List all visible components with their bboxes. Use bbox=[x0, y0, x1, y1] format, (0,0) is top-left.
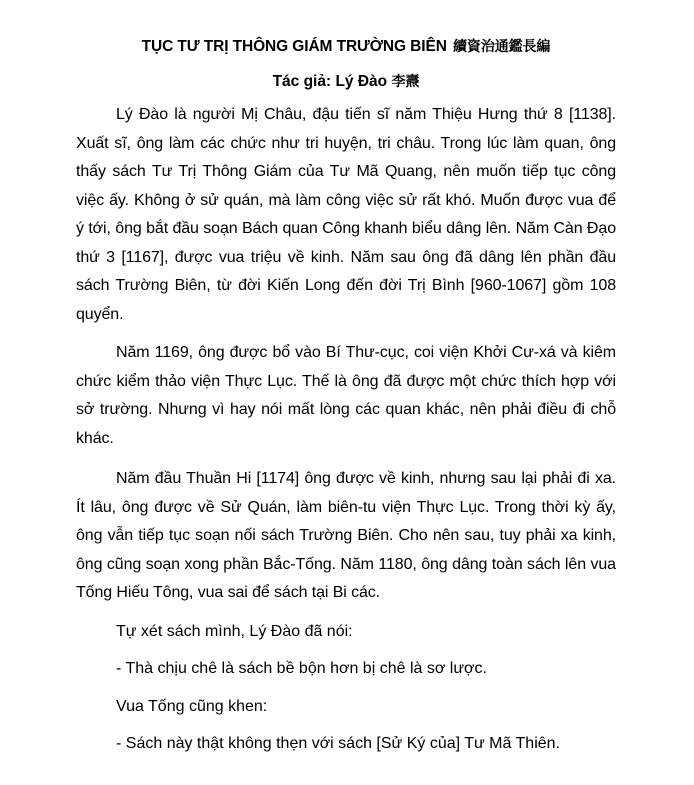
document-title bbox=[76, 36, 616, 58]
title-han-characters: 續資治通鑑長編 bbox=[453, 39, 551, 55]
paragraph-appointment: Năm 1169, ông được bổ vào Bí Thư-cục, coi viện Khởi Cư-xá và kiêm chức kiểm thảo viện Thực Lục. Thế là ông đã được một chức thích hợp với sở trường. Nhưng vì hay nói mất lòng các quan khác, nên phải điều đi chỗ khác. bbox=[76, 344, 616, 447]
paragraph-completion: Năm đầu Thuần Hi [1174] ông được về kinh, nhưng sau lại phải đi xa. Ít lâu, ông được về Sử Quán, làm biên-tu viện Thực Lục. Trong thời kỳ ấy, ông vẫn tiếp tục soạn nối sách Trường Biên. Cho nên sau, tuy phải xa kinh, ông cũng soạn xong phần Bắc-Tống. Năm 1180, ông dâng toàn sách lên vua Tống Hiếu Tông, vua sai để sách tại Bi các. bbox=[76, 470, 616, 601]
quote-intro: Tự xét sách mình, Lý Đào đã nói: bbox=[116, 622, 353, 640]
quote-emperor: - Sách này thật không thẹn với sách [Sử Ký của] Tư Mã Thiên. bbox=[116, 735, 560, 752]
praise-intro: Vua Tống cũng khen: bbox=[116, 697, 268, 715]
document-body bbox=[76, 36, 616, 759]
paragraph-biography: Lý Đào là người Mị Châu, đậu tiến sĩ năm Thiệu Hưng thứ 8 [1138]. Xuất sĩ, ông làm các chức như tri huyện, tri châu. Trong lúc làm quan, ông thấy sách Tư Trị Thông Giám của Tư Mã Quang, nên muốn tiếp tục công việc ấy. Không ở sử quán, mà làm công việc sử rất khó. Muốn được vua để ý tới, ông bắt đầu soạn Bách quan Công khanh biểu dâng lên. Năm Càn Đạo thứ 3 [1167], được vua triệu về kinh. Năm sau ông đã dâng lên phần đầu sách Trường Biên, từ đời Kiến Long đến đời Trị Bình [960-1067] gồm 108 quyển. bbox=[76, 106, 616, 323]
quote-author: - Thà chịu chê là sách bề bộn hơn bị chê là sơ lược. bbox=[116, 660, 487, 677]
title-vietnamese: TỤC TƯ TRỊ THÔNG GIÁM TRƯỜNG BIÊN bbox=[141, 38, 447, 55]
author-label: Tác giả: Lý Đào bbox=[272, 73, 388, 90]
author-line bbox=[76, 71, 616, 93]
author-han-characters: 李燾 bbox=[391, 74, 420, 90]
